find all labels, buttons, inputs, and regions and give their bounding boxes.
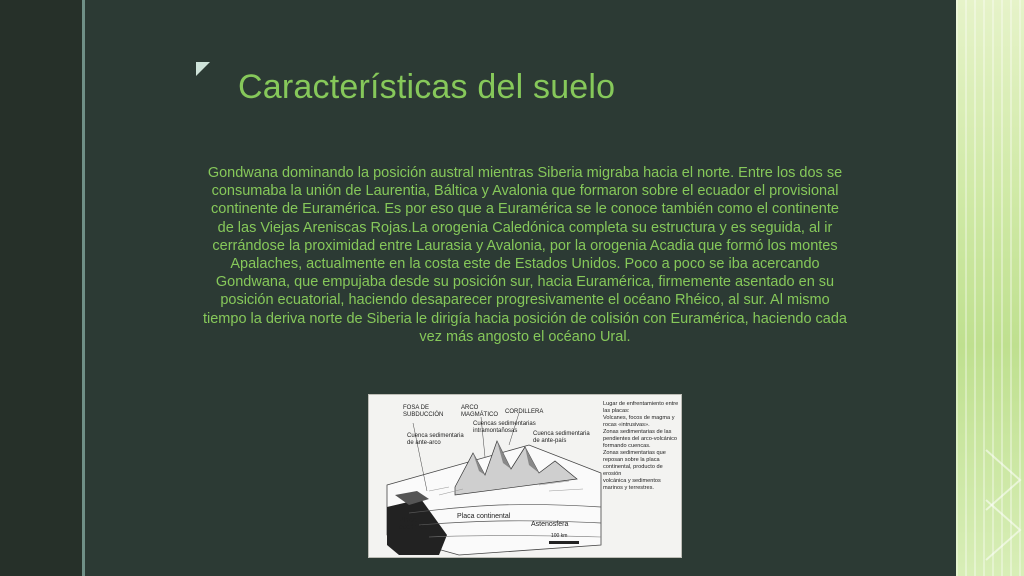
label-cuenca-ante-pais: Cuenca sedimentaria de ante-país	[533, 431, 590, 444]
label-astenosfera: Astenosfera	[531, 521, 569, 528]
left-panel	[0, 0, 82, 576]
geology-figure	[368, 394, 682, 558]
figure-legend: Lugar de enfrentamiento entre las placas: Volcanes, focos de magma y rocas «intrusivas». Zonas sedimentarias de las pendientes del arco-volcánico formando cuencas. Zonas sedimentarias que reposan sobre la placa continental, producto de erosión volcánica y sedimentos marinos y terrestres.	[603, 401, 679, 491]
corner-triangle-icon	[196, 62, 210, 76]
label-cordillera: CORDILLERA	[505, 409, 544, 415]
slide-title: Características del suelo	[238, 68, 616, 106]
label-cuencas-intra: Cuencas sedimentarias intramontañosas	[473, 421, 536, 434]
slide-body-text: Gondwana dominando la posición austral mientras Siberia migraba hacia el norte. Entre los dos se consumaba la unión de Laurentia, Báltica y Avalonia que formaron sobre el ecuador el provisional continente de Euramérica. Es por eso que a Euramérica se le conoce también como el continente de las Viejas Areniscas Rojas.La orogenia Caledónica completa su estructura y es seguida, al ir cerrándose la proximidad entre Laurasia y Avalonia, por la orogenia Acadia que formó los montes Apalaches, actualmente en la costa este de Estados Unidos. Poco a poco se iba acercando Gondwana, que empujaba desde su posición sur, hacia Euramérica, firmemente asentado en su posición ecuatorial, haciendo desaparecer progresivamente el océano Rhéico, al sur. Al mismo tiempo la deriva norte de Siberia le dirigía hacia posición de colisión con Euramérica, haciendo cada vez más angosto el océano Ural.	[202, 165, 847, 345]
label-scale: 100 km	[551, 533, 568, 539]
chevron-decoration-icon	[980, 440, 1024, 576]
label-placa-continental: Placa continental	[457, 513, 511, 520]
label-cuenca-ante-arco: Cuenca sedimentaria de ante-arco	[407, 433, 464, 446]
label-arco: ARCO MAGMÁTICO	[461, 405, 498, 418]
label-placa-oceanica: Placa oceánica	[399, 517, 428, 531]
label-fosa: FOSA DE SUBDUCCIÓN	[403, 405, 444, 418]
